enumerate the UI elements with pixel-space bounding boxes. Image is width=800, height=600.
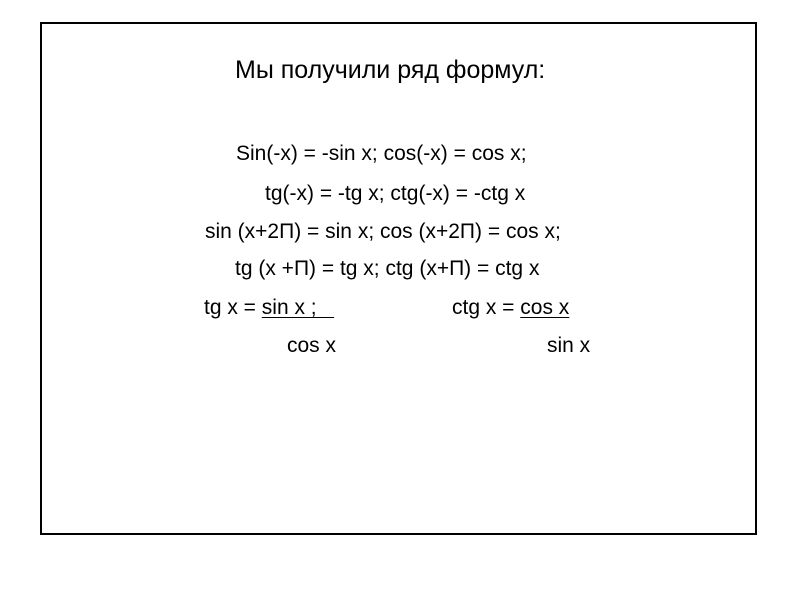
ctg-definition-lhs: ctg x =: [452, 296, 521, 319]
ctg-definition-denominator: sin x: [547, 334, 591, 357]
slide-title: Мы получили ряд формул:: [235, 56, 546, 84]
ctg-definition: [452, 296, 569, 320]
formula-line-period-sin-cos: sin (x+2П) = sin x; cos (x+2П) = cos x;: [205, 220, 561, 243]
formula-line-parity-tg-ctg: tg(-x) = -tg x; ctg(-x) = -ctg x: [265, 182, 526, 205]
ctg-definition-numerator: cos x: [520, 296, 570, 319]
tg-definition-numerator: sin x ;: [261, 296, 335, 319]
tg-definition-denominator: cos x: [287, 334, 337, 357]
tg-definition: [204, 296, 334, 320]
formula-line-period-tg-ctg: tg (x +П) = tg x; ctg (x+П) = ctg x: [235, 257, 540, 280]
formula-line-parity-sin-cos: Sin(-x) = -sin x; cos(-x) = cos x;: [236, 142, 527, 165]
slide-frame: [40, 22, 757, 535]
tg-definition-lhs: tg x =: [204, 296, 262, 319]
